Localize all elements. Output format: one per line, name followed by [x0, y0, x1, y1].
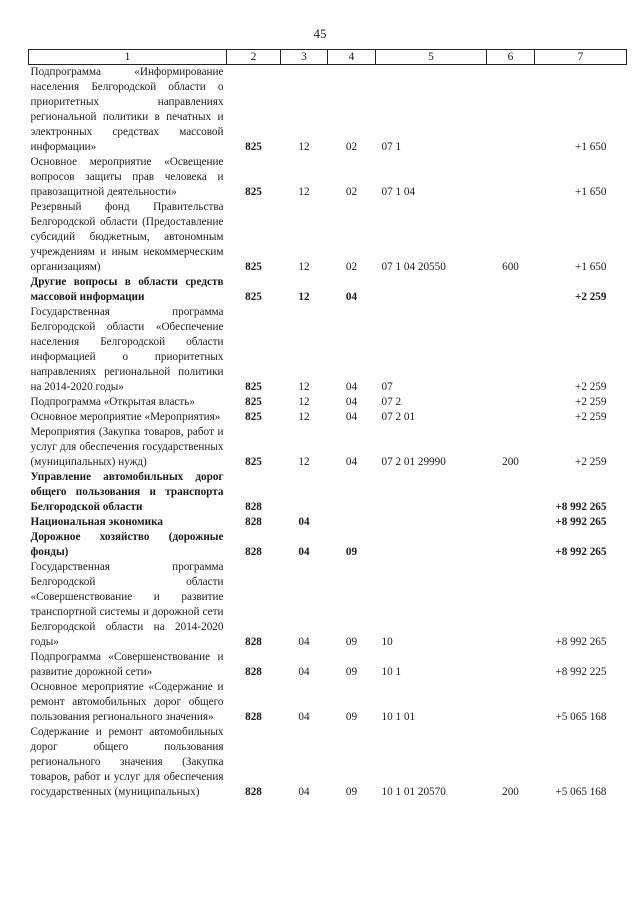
section-code: 12	[298, 141, 310, 153]
admin-code: 828	[245, 501, 262, 513]
subsection-code: 04	[345, 411, 358, 423]
row-description: Подпрограмма «Совершенствование и развитие дорожной сети»	[30, 651, 224, 678]
table-row	[29, 470, 627, 515]
amount-change: +2 259	[574, 291, 607, 303]
subsection-code: 09	[345, 636, 358, 648]
budget-table	[28, 49, 627, 800]
subsection-code: 02	[345, 186, 358, 198]
expense-type-code	[487, 155, 535, 200]
table-row	[29, 65, 627, 156]
table-row	[29, 725, 627, 800]
amount-change: +8 992 265	[555, 546, 607, 558]
expense-type-code	[487, 650, 535, 680]
subsection-code	[328, 515, 376, 530]
target-article-code	[376, 515, 487, 530]
subsection-code: 04	[345, 456, 358, 468]
subsection-code: 09	[345, 666, 358, 678]
expense-type-code	[487, 275, 535, 305]
column-header-7: 7	[535, 50, 627, 65]
expense-type-code	[487, 470, 535, 515]
row-description: Управление автомобильных дорог общего пользования и транспорта Белгородской области	[30, 471, 224, 513]
table-row	[29, 530, 627, 560]
expense-type-code	[487, 65, 535, 156]
target-article-code: 07 1 04	[381, 186, 416, 198]
subsection-code: 02	[345, 141, 358, 153]
row-description: Государственная программа Белгородской области «Обеспечение населения Белгородской области информацией о приоритетных направлениях региональной политики на 2014-2020 годы»	[30, 306, 224, 393]
column-header-1: 1	[29, 50, 227, 65]
expense-type-code	[487, 305, 535, 395]
row-description: Основное мероприятие «Мероприятия»	[30, 411, 221, 423]
table-row	[29, 410, 627, 425]
table-row	[29, 425, 627, 470]
admin-code: 825	[245, 261, 262, 273]
section-code	[281, 470, 328, 515]
target-article-code: 07 2 01	[381, 411, 416, 423]
row-description: Основное мероприятие «Содержание и ремонт автомобильных дорог общего пользования регионального значения»	[30, 681, 224, 723]
amount-change: +5 065 168	[555, 711, 607, 723]
admin-code: 828	[245, 636, 262, 648]
subsection-code: 02	[345, 261, 358, 273]
expense-type-code	[487, 680, 535, 725]
row-description: Основное мероприятие «Освещение вопросов защиты прав человека и правозащитной деятельности»	[30, 156, 224, 198]
row-description: Государственная программа Белгородской области «Совершенствование и развитие транспортной системы и дорожной сети Белгородской области на 2014-2020 годы»	[30, 561, 224, 648]
amount-change: +2 259	[575, 411, 607, 423]
table-row	[29, 155, 627, 200]
table-row	[29, 560, 627, 650]
row-description: Подпрограмма «Информирование населения Белгородской области о приоритетных направлениях региональной политики в печатных и электронных средствах массовой информации»	[30, 66, 224, 153]
expense-type-code	[487, 395, 535, 410]
admin-code: 828	[245, 546, 262, 558]
target-article-code: 10 1	[381, 666, 402, 678]
row-description: Резервный фонд Правительства Белгородской области (Предоставление субсидий бюджетным, автономным учреждениям и иным некоммерческим организациям)	[30, 201, 224, 273]
expense-type-code: 200	[502, 456, 519, 468]
subsection-code: 09	[345, 786, 358, 798]
admin-code: 825	[245, 411, 262, 423]
section-code: 12	[298, 411, 310, 423]
amount-change: +1 650	[575, 261, 607, 273]
expense-type-code	[487, 515, 535, 530]
row-description: Подпрограмма «Открытая власть»	[30, 396, 195, 408]
subsection-code: 09	[345, 711, 358, 723]
section-code: 04	[298, 516, 310, 528]
target-article-code: 10 1 01 20570	[381, 786, 446, 798]
amount-change: +8 992 265	[555, 501, 607, 513]
admin-code: 825	[245, 381, 262, 393]
target-article-code	[376, 530, 487, 560]
target-article-code	[376, 275, 487, 305]
amount-change: +5 065 168	[555, 786, 607, 798]
table-row	[29, 515, 627, 530]
row-description: Мероприятия (Закупка товаров, работ и услуг для обеспечения государственных (муниципальных) нужд)	[30, 426, 224, 468]
admin-code: 825	[245, 396, 262, 408]
expense-type-code	[487, 530, 535, 560]
section-code: 12	[298, 186, 310, 198]
column-header-2: 2	[227, 50, 281, 65]
expense-type-code: 200	[502, 786, 519, 798]
table-row	[29, 275, 627, 305]
subsection-code: 04	[345, 291, 358, 303]
table-row	[29, 395, 627, 410]
section-code: 04	[298, 711, 310, 723]
subsection-code: 09	[345, 546, 358, 558]
section-code: 12	[298, 381, 310, 393]
row-description: Содержание и ремонт автомобильных дорог общего пользования регионального значения (Закупка товаров, работ и услуг для обеспечения государственных (муниципальных)	[30, 726, 224, 798]
table-header-row	[29, 50, 627, 65]
admin-code: 828	[245, 516, 262, 528]
amount-change: +8 992 265	[555, 516, 607, 528]
row-description: Дорожное хозяйство (дорожные фонды)	[30, 531, 224, 558]
target-article-code: 07	[381, 381, 393, 393]
target-article-code: 07 1	[381, 141, 402, 153]
subsection-code: 04	[345, 396, 358, 408]
row-description: Национальная экономика	[30, 516, 163, 528]
admin-code: 825	[245, 456, 262, 468]
page-number: 45	[313, 26, 327, 41]
expense-type-code	[487, 560, 535, 650]
amount-change: +1 650	[575, 186, 607, 198]
admin-code: 825	[245, 186, 262, 198]
table-row	[29, 305, 627, 395]
admin-code: 825	[245, 291, 262, 303]
target-article-code: 10 1 01	[381, 711, 416, 723]
amount-change: +8 992 265	[555, 636, 607, 648]
section-code: 12	[298, 456, 310, 468]
subsection-code	[328, 470, 376, 515]
target-article-code: 07 2 01 29990	[381, 456, 446, 468]
amount-change: +2 259	[575, 456, 607, 468]
section-code: 12	[298, 261, 310, 273]
target-article-code	[376, 470, 487, 515]
target-article-code: 07 2	[381, 396, 402, 408]
amount-change: +2 259	[575, 396, 607, 408]
expense-type-code: 600	[502, 261, 519, 273]
section-code: 12	[298, 291, 310, 303]
admin-code: 828	[245, 666, 262, 678]
admin-code: 828	[245, 711, 262, 723]
admin-code: 825	[245, 141, 262, 153]
amount-change: +8 992 225	[555, 666, 607, 678]
expense-type-code	[487, 410, 535, 425]
section-code: 04	[298, 636, 310, 648]
section-code: 04	[298, 546, 310, 558]
section-code: 04	[298, 786, 310, 798]
table-row	[29, 200, 627, 275]
section-code: 04	[298, 666, 310, 678]
admin-code: 828	[245, 786, 262, 798]
column-header-6: 6	[487, 50, 535, 65]
target-article-code: 07 1 04 20550	[381, 261, 446, 273]
amount-change: +2 259	[575, 381, 607, 393]
subsection-code: 04	[345, 381, 358, 393]
row-description: Другие вопросы в области средств массовой информации	[30, 276, 224, 303]
column-header-5: 5	[376, 50, 487, 65]
target-article-code: 10	[381, 636, 393, 648]
table-row	[29, 650, 627, 680]
table-row	[29, 680, 627, 725]
section-code: 12	[298, 396, 310, 408]
column-header-4: 4	[328, 50, 376, 65]
column-header-3: 3	[281, 50, 328, 65]
amount-change: +1 650	[575, 141, 607, 153]
